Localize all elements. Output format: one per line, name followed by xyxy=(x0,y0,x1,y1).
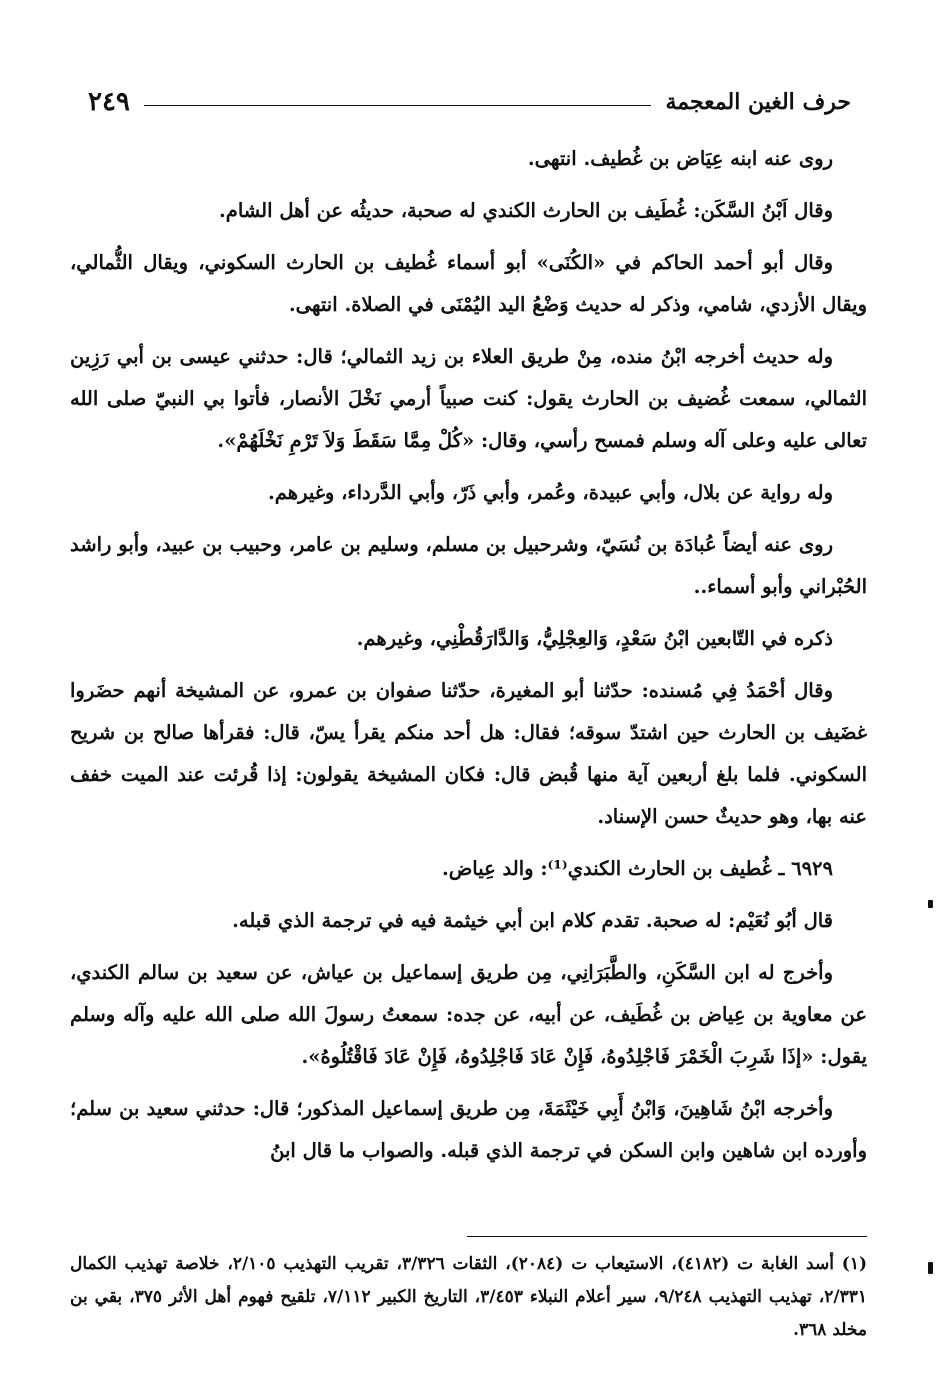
paragraph: وله حديث أخرجه ابْنُ منده، مِنْ طريق العلاء بن زيد الثمالي؛ قال: حدثني عيسى بن أبي رَزِين الثمالي، سمعت غُضيف بن الحارث يقول: كنت صبياً أرمي نَخْلَ الأنصار، فأتوا بي النبيّ صلى الله تعالى عليه وعلى آله وسلم فمسح رأسي، وقال: «كُلْ مِمَّا سَقَطَ وَلاَ تَرْمِ نَخْلَهُمْ». xyxy=(70,345,867,452)
paragraph: وقال اَبْنُ السَّكَن: غُطَيف بن الحارث الكندي له صحبة، حديثُه عن أهل الشام. xyxy=(218,199,833,222)
margin-mark xyxy=(928,1262,933,1274)
margin-mark xyxy=(928,900,933,908)
main-text xyxy=(70,138,867,1182)
footnote: (١) أسد الغابة ت (٤١٨٢)، الاستيعاب ت (٢٠٨٤)، الثقات ٣/٣٢٦، تقريب التهذيب ٢/١٠٥، خلاصة تهذيب الكمال ٢/٣٣١، تهذيب التهذيب ٩/٢٤٨، سير أعلام النبلاء ٣/٤٥٣، التاريخ الكبير ٧/١١٢، تلقيح فهوم أهل الأثر ٣٧٥، بقي بن مخلد ٣٦٨. xyxy=(70,1254,867,1340)
paragraph: قال أبُو نُعَيْم: له صحبة. تقدم كلام ابن أبي خيثمة فيه في ترجمة الذي قبله. xyxy=(232,909,833,932)
paragraph: وله رواية عن بلال، وأبي عبيدة، وعُمر، وأبي ذَرّ، وأبي الدَّرداء، وغيرهم. xyxy=(268,481,833,504)
paragraph: وقال أبو أحمد الحاكم في «الكُنَى» أبو أسماء غُطيف بن الحارث السكوني، ويقال الثُّمالي، ويقال الأزدي، شامي، وذكر له حديث وَضْعُ اليد اليُمْنَى في الصلاة. انتهى. xyxy=(70,251,867,316)
entry-heading: ٦٩٢٩ ـ غُطيف بن الحارث الكندي⁽¹⁾: والد عِياض. xyxy=(441,857,833,880)
running-header xyxy=(88,84,851,120)
paragraph: وقال أحْمَدُ فِي مُسنده: حدّثنا أبو المغيرة، حدّثنا صفوان بن عمرو، عن المشيخة أنهم حضَروا غضَيف بن الحارث حين اشتدّ سوقه؛ فقال: هل أحد منكم يقرأ يسّ، قال: فقرأها صالح بن شريح السكوني. فلما بلغ أربعين آية منها قُبض قال: فكان المشيخة يقولون: إذا قُرئت عند الميت خفف عنه بها، وهو حديثٌ حسن الإسناد. xyxy=(70,679,867,828)
paragraph: روى عنه أيضاً عُبادَة بن نُسَيّ، وشرحبيل بن مسلم، وسليم بن عامر، وحبيب بن عبيد، وأبو راشد الحُبْراني وأبو أسماء.. xyxy=(70,533,867,598)
paragraph: روى عنه ابنه عِيَاض بن غُطيف. انتهى. xyxy=(527,147,833,170)
paragraph: وأخرجه ابْنُ شَاهِينَ، وَابْنُ أَبِي خَيْثَمَةَ، مِن طريق إسماعيل المذكور؛ قال: حدثني سعيد بن سلم؛ وأورده ابن شاهين وابن السكن في ترجمة الذي قبله. والصواب ما قال ابنُ xyxy=(70,1097,867,1162)
header-rule xyxy=(144,105,652,106)
page-number: ٢٤٩ xyxy=(88,87,130,117)
chapter-title: حرف الغين المعجمة xyxy=(665,89,851,115)
paragraph: وأخرج له ابن السَّكَنِ، والطَّبَرَانِي، مِن طريق إسماعيل بن عياش، عن سعيد بن سالم الكندي، عن معاوية بن عِياض بن غُطَيف، عن أبيه، عن جده: سمعتُ رسولَ الله صلى الله عليه وآله وسلم يقول: «إذَا شَرِبَ الْخَمْرَ فَاجْلِدُوهُ، فَإِنْ عَادَ فَاجْلِدُوهُ، فَإِنْ عَادَ فَاقْتُلُوهُ». xyxy=(70,961,867,1068)
footnote-separator xyxy=(467,1236,867,1237)
paragraph: ذكره في التّابعين ابْنُ سَعْدٍ، وَالعِجْلِيُّ، وَالدَّارَقُطْنِي، وغيرهم. xyxy=(356,627,833,650)
